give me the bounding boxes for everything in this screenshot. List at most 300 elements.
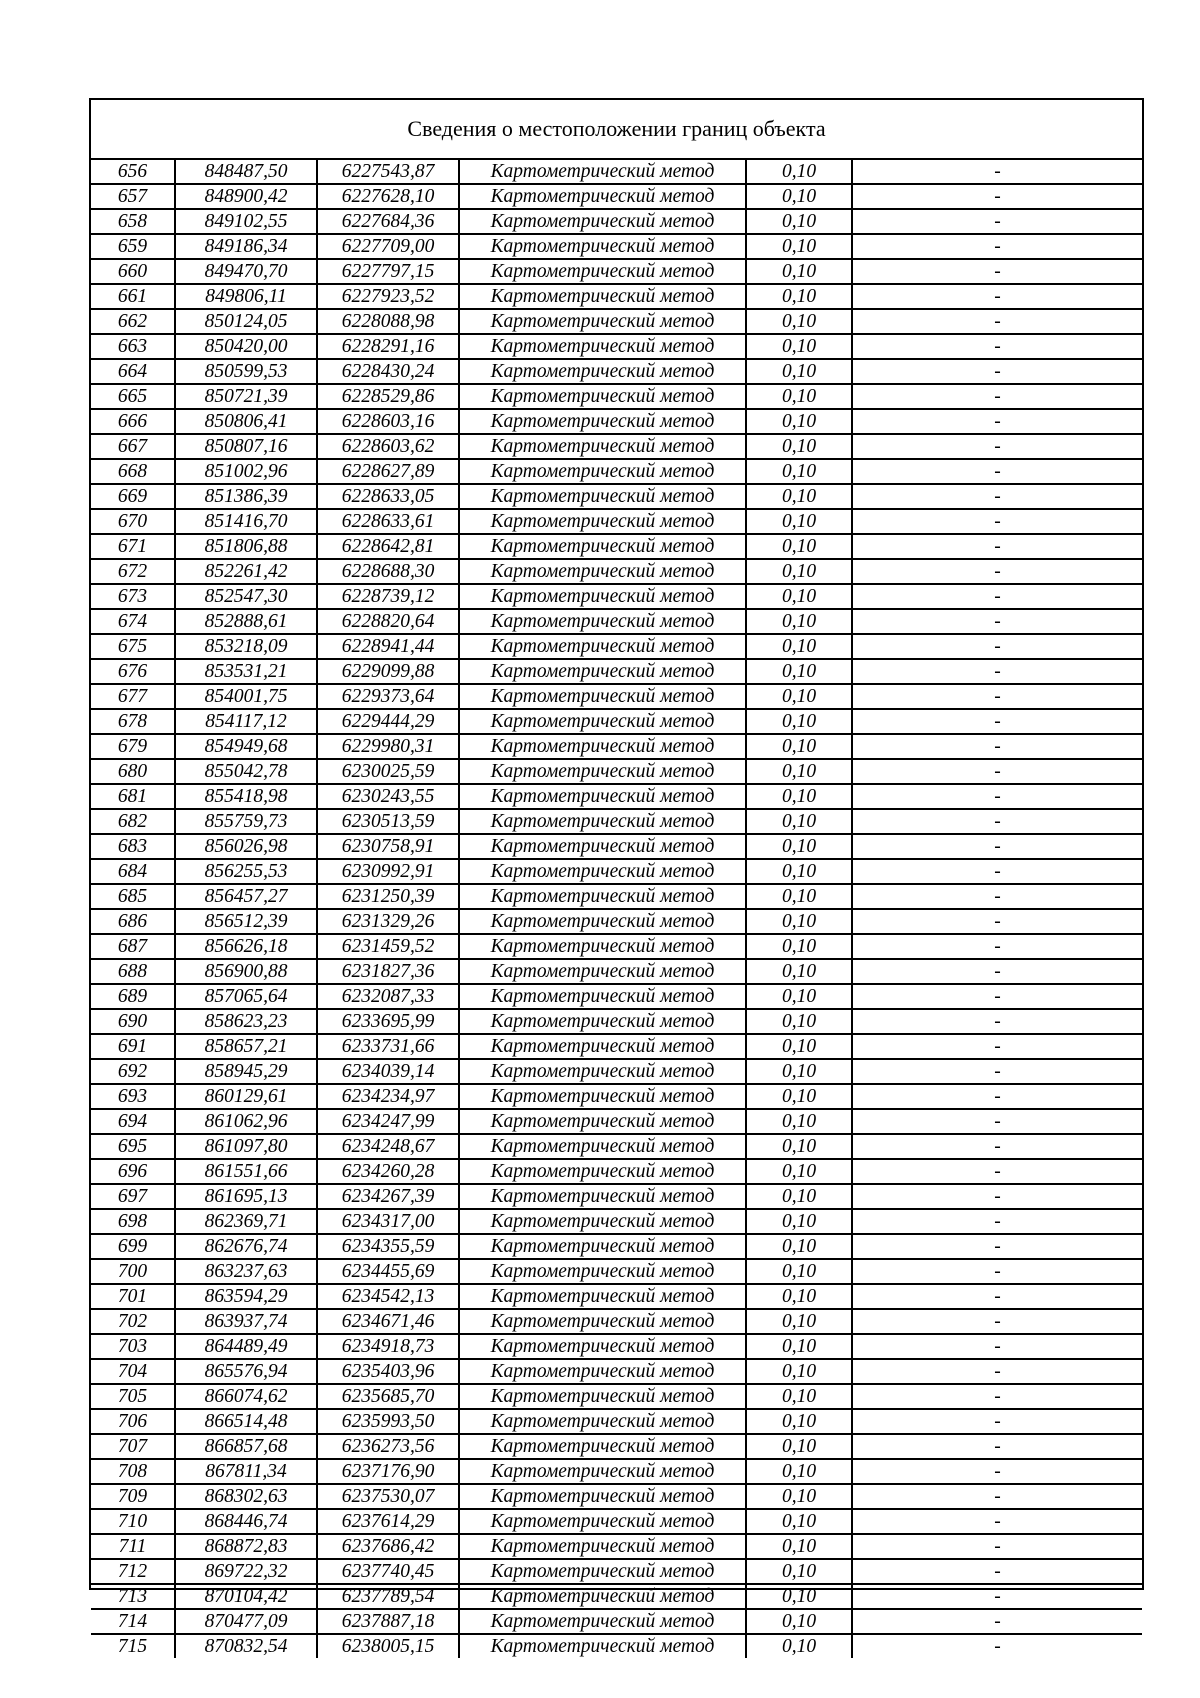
point-number-cell: 710 [91,1509,175,1534]
y-coordinate-cell: 6234671,46 [317,1309,459,1334]
point-number-cell: 660 [91,259,175,284]
accuracy-cell: 0,10 [746,459,852,484]
x-coordinate-cell: 858945,29 [175,1059,317,1084]
description-cell: - [852,1034,1142,1059]
document-frame [89,98,1144,1657]
method-cell: Картометрический метод [459,1634,746,1658]
point-number-cell: 695 [91,1134,175,1159]
accuracy-cell: 0,10 [746,1259,852,1284]
point-number-cell: 689 [91,984,175,1009]
x-coordinate-cell: 851806,88 [175,534,317,559]
point-number-cell: 692 [91,1059,175,1084]
description-cell: - [852,1259,1142,1284]
x-coordinate-cell: 855042,78 [175,759,317,784]
description-cell: - [852,884,1142,909]
table-row [91,434,1142,459]
table-row [91,584,1142,609]
method-cell: Картометрический метод [459,184,746,209]
method-cell: Картометрический метод [459,209,746,234]
table-row [91,1134,1142,1159]
table-row [91,934,1142,959]
description-cell: - [852,934,1142,959]
accuracy-cell: 0,10 [746,1084,852,1109]
x-coordinate-cell: 849186,34 [175,234,317,259]
method-cell: Картометрический метод [459,559,746,584]
y-coordinate-cell: 6234918,73 [317,1334,459,1359]
description-cell: - [852,859,1142,884]
point-number-cell: 690 [91,1009,175,1034]
x-coordinate-cell: 856900,88 [175,959,317,984]
table-row [91,209,1142,234]
x-coordinate-cell: 867811,34 [175,1459,317,1484]
method-cell: Картометрический метод [459,1434,746,1459]
table-row [91,284,1142,309]
point-number-cell: 672 [91,559,175,584]
method-cell: Картометрический метод [459,609,746,634]
y-coordinate-cell: 6228430,24 [317,359,459,384]
table-row [91,1184,1142,1209]
point-number-cell: 671 [91,534,175,559]
accuracy-cell: 0,10 [746,384,852,409]
accuracy-cell: 0,10 [746,359,852,384]
accuracy-cell: 0,10 [746,209,852,234]
y-coordinate-cell: 6237740,45 [317,1559,459,1584]
description-cell: - [852,1459,1142,1484]
accuracy-cell: 0,10 [746,284,852,309]
table-row [91,734,1142,759]
accuracy-cell: 0,10 [746,784,852,809]
table-row [91,359,1142,384]
x-coordinate-cell: 851002,96 [175,459,317,484]
y-coordinate-cell: 6228603,62 [317,434,459,459]
description-cell: - [852,434,1142,459]
table-row [91,759,1142,784]
accuracy-cell: 0,10 [746,1509,852,1534]
x-coordinate-cell: 860129,61 [175,1084,317,1109]
table-row [91,509,1142,534]
y-coordinate-cell: 6227628,10 [317,184,459,209]
y-coordinate-cell: 6231459,52 [317,934,459,959]
table-row [91,1559,1142,1584]
description-cell: - [852,684,1142,709]
y-coordinate-cell: 6231827,36 [317,959,459,984]
table-row [91,1209,1142,1234]
point-number-cell: 711 [91,1534,175,1559]
point-number-cell: 668 [91,459,175,484]
point-number-cell: 673 [91,584,175,609]
y-coordinate-cell: 6228688,30 [317,559,459,584]
x-coordinate-cell: 863937,74 [175,1309,317,1334]
table-body [91,160,1142,1658]
description-cell: - [852,1584,1142,1609]
y-coordinate-cell: 6229099,88 [317,659,459,684]
point-number-cell: 663 [91,334,175,359]
y-coordinate-cell: 6238005,15 [317,1634,459,1658]
x-coordinate-cell: 866857,68 [175,1434,317,1459]
method-cell: Картометрический метод [459,859,746,884]
description-cell: - [852,959,1142,984]
method-cell: Картометрический метод [459,1359,746,1384]
description-cell: - [852,1509,1142,1534]
description-cell: - [852,559,1142,584]
point-number-cell: 715 [91,1634,175,1658]
description-cell: - [852,484,1142,509]
method-cell: Картометрический метод [459,534,746,559]
x-coordinate-cell: 861062,96 [175,1109,317,1134]
x-coordinate-cell: 856255,53 [175,859,317,884]
point-number-cell: 664 [91,359,175,384]
accuracy-cell: 0,10 [746,1034,852,1059]
table-row [91,834,1142,859]
description-cell: - [852,234,1142,259]
x-coordinate-cell: 849806,11 [175,284,317,309]
method-cell: Картометрический метод [459,884,746,909]
method-cell: Картометрический метод [459,1284,746,1309]
x-coordinate-cell: 856457,27 [175,884,317,909]
x-coordinate-cell: 866514,48 [175,1409,317,1434]
y-coordinate-cell: 6234355,59 [317,1234,459,1259]
description-cell: - [852,284,1142,309]
method-cell: Картометрический метод [459,1384,746,1409]
y-coordinate-cell: 6235403,96 [317,1359,459,1384]
y-coordinate-cell: 6237686,42 [317,1534,459,1559]
accuracy-cell: 0,10 [746,184,852,209]
table-row [91,1159,1142,1184]
method-cell: Картометрический метод [459,834,746,859]
x-coordinate-cell: 855418,98 [175,784,317,809]
accuracy-cell: 0,10 [746,309,852,334]
method-cell: Картометрический метод [459,384,746,409]
x-coordinate-cell: 865576,94 [175,1359,317,1384]
y-coordinate-cell: 6228291,16 [317,334,459,359]
table-row [91,160,1142,184]
method-cell: Картометрический метод [459,709,746,734]
method-cell: Картометрический метод [459,1234,746,1259]
accuracy-cell: 0,10 [746,509,852,534]
x-coordinate-cell: 852888,61 [175,609,317,634]
description-cell: - [852,1609,1142,1634]
method-cell: Картометрический метод [459,409,746,434]
description-cell: - [852,659,1142,684]
description-cell: - [852,1184,1142,1209]
accuracy-cell: 0,10 [746,1384,852,1409]
x-coordinate-cell: 863594,29 [175,1284,317,1309]
y-coordinate-cell: 6228941,44 [317,634,459,659]
accuracy-cell: 0,10 [746,1184,852,1209]
method-cell: Картометрический метод [459,784,746,809]
accuracy-cell: 0,10 [746,1609,852,1634]
point-number-cell: 676 [91,659,175,684]
description-cell: - [852,1359,1142,1384]
table-row [91,959,1142,984]
point-number-cell: 669 [91,484,175,509]
accuracy-cell: 0,10 [746,434,852,459]
x-coordinate-cell: 853218,09 [175,634,317,659]
point-number-cell: 674 [91,609,175,634]
y-coordinate-cell: 6237176,90 [317,1459,459,1484]
table-row [91,1359,1142,1384]
accuracy-cell: 0,10 [746,1559,852,1584]
x-coordinate-cell: 849102,55 [175,209,317,234]
accuracy-cell: 0,10 [746,684,852,709]
description-cell: - [852,1159,1142,1184]
accuracy-cell: 0,10 [746,1484,852,1509]
point-number-cell: 685 [91,884,175,909]
table-row [91,859,1142,884]
accuracy-cell: 0,10 [746,1534,852,1559]
description-cell: - [852,359,1142,384]
accuracy-cell: 0,10 [746,160,852,184]
description-cell: - [852,1234,1142,1259]
x-coordinate-cell: 862369,71 [175,1209,317,1234]
method-cell: Картометрический метод [459,1309,746,1334]
y-coordinate-cell: 6235685,70 [317,1384,459,1409]
accuracy-cell: 0,10 [746,259,852,284]
x-coordinate-cell: 861097,80 [175,1134,317,1159]
accuracy-cell: 0,10 [746,759,852,784]
table-row [91,709,1142,734]
point-number-cell: 704 [91,1359,175,1384]
accuracy-cell: 0,10 [746,409,852,434]
method-cell: Картометрический метод [459,1609,746,1634]
point-number-cell: 694 [91,1109,175,1134]
point-number-cell: 693 [91,1084,175,1109]
y-coordinate-cell: 6237614,29 [317,1509,459,1534]
y-coordinate-cell: 6234317,00 [317,1209,459,1234]
method-cell: Картометрический метод [459,359,746,384]
description-cell: - [852,609,1142,634]
method-cell: Картометрический метод [459,1409,746,1434]
y-coordinate-cell: 6228633,61 [317,509,459,534]
y-coordinate-cell: 6234039,14 [317,1059,459,1084]
accuracy-cell: 0,10 [746,1309,852,1334]
point-number-cell: 659 [91,234,175,259]
y-coordinate-cell: 6236273,56 [317,1434,459,1459]
table-row [91,459,1142,484]
x-coordinate-cell: 861695,13 [175,1184,317,1209]
boundary-coordinates-table [91,160,1142,1658]
table-row [91,684,1142,709]
point-number-cell: 679 [91,734,175,759]
x-coordinate-cell: 864489,49 [175,1334,317,1359]
method-cell: Картометрический метод [459,1034,746,1059]
x-coordinate-cell: 858623,23 [175,1009,317,1034]
accuracy-cell: 0,10 [746,859,852,884]
table-row [91,534,1142,559]
description-cell: - [852,709,1142,734]
x-coordinate-cell: 869722,32 [175,1559,317,1584]
table-row [91,1059,1142,1084]
y-coordinate-cell: 6228603,16 [317,409,459,434]
x-coordinate-cell: 850806,41 [175,409,317,434]
point-number-cell: 658 [91,209,175,234]
accuracy-cell: 0,10 [746,884,852,909]
y-coordinate-cell: 6227709,00 [317,234,459,259]
table-row [91,1234,1142,1259]
accuracy-cell: 0,10 [746,234,852,259]
method-cell: Картометрический метод [459,1534,746,1559]
description-cell: - [852,1209,1142,1234]
accuracy-cell: 0,10 [746,1334,852,1359]
method-cell: Картометрический метод [459,1459,746,1484]
point-number-cell: 687 [91,934,175,959]
description-cell: - [852,209,1142,234]
method-cell: Картометрический метод [459,509,746,534]
description-cell: - [852,1084,1142,1109]
description-cell: - [852,834,1142,859]
point-number-cell: 656 [91,160,175,184]
point-number-cell: 701 [91,1284,175,1309]
method-cell: Картометрический метод [459,1059,746,1084]
method-cell: Картометрический метод [459,160,746,184]
point-number-cell: 700 [91,1259,175,1284]
method-cell: Картометрический метод [459,259,746,284]
method-cell: Картометрический метод [459,459,746,484]
point-number-cell: 712 [91,1559,175,1584]
y-coordinate-cell: 6234260,28 [317,1159,459,1184]
point-number-cell: 678 [91,709,175,734]
description-cell: - [852,584,1142,609]
document-title: Сведения о местоположении границ объекта [91,100,1142,160]
method-cell: Картометрический метод [459,809,746,834]
table-row [91,1284,1142,1309]
description-cell: - [852,809,1142,834]
method-cell: Картометрический метод [459,284,746,309]
y-coordinate-cell: 6230758,91 [317,834,459,859]
y-coordinate-cell: 6234542,13 [317,1284,459,1309]
method-cell: Картометрический метод [459,659,746,684]
y-coordinate-cell: 6237789,54 [317,1584,459,1609]
accuracy-cell: 0,10 [746,734,852,759]
x-coordinate-cell: 868446,74 [175,1509,317,1534]
table-row [91,609,1142,634]
method-cell: Картометрический метод [459,759,746,784]
method-cell: Картометрический метод [459,484,746,509]
y-coordinate-cell: 6227543,87 [317,160,459,184]
table-row [91,1609,1142,1634]
y-coordinate-cell: 6231250,39 [317,884,459,909]
x-coordinate-cell: 857065,64 [175,984,317,1009]
point-number-cell: 697 [91,1184,175,1209]
description-cell: - [852,384,1142,409]
method-cell: Картометрический метод [459,1109,746,1134]
method-cell: Картометрический метод [459,1009,746,1034]
accuracy-cell: 0,10 [746,609,852,634]
description-cell: - [852,1309,1142,1334]
accuracy-cell: 0,10 [746,934,852,959]
table-row [91,1334,1142,1359]
method-cell: Картометрический метод [459,1184,746,1209]
method-cell: Картометрический метод [459,234,746,259]
accuracy-cell: 0,10 [746,1284,852,1309]
y-coordinate-cell: 6228088,98 [317,309,459,334]
y-coordinate-cell: 6234267,39 [317,1184,459,1209]
description-cell: - [852,1384,1142,1409]
description-cell: - [852,184,1142,209]
method-cell: Картометрический метод [459,1584,746,1609]
point-number-cell: 708 [91,1459,175,1484]
description-cell: - [852,1134,1142,1159]
description-cell: - [852,534,1142,559]
y-coordinate-cell: 6233695,99 [317,1009,459,1034]
method-cell: Картометрический метод [459,1334,746,1359]
table-row [91,1409,1142,1434]
y-coordinate-cell: 6228642,81 [317,534,459,559]
table-row [91,634,1142,659]
x-coordinate-cell: 866074,62 [175,1384,317,1409]
method-cell: Картометрический метод [459,959,746,984]
method-cell: Картометрический метод [459,934,746,959]
y-coordinate-cell: 6229444,29 [317,709,459,734]
point-number-cell: 707 [91,1434,175,1459]
table-row [91,1534,1142,1559]
accuracy-cell: 0,10 [746,959,852,984]
accuracy-cell: 0,10 [746,534,852,559]
method-cell: Картометрический метод [459,909,746,934]
accuracy-cell: 0,10 [746,1109,852,1134]
point-number-cell: 661 [91,284,175,309]
x-coordinate-cell: 850721,39 [175,384,317,409]
x-coordinate-cell: 856026,98 [175,834,317,859]
description-cell: - [852,1059,1142,1084]
x-coordinate-cell: 854001,75 [175,684,317,709]
table-row [91,1259,1142,1284]
table-row [91,1309,1142,1334]
description-cell: - [852,459,1142,484]
point-number-cell: 698 [91,1209,175,1234]
point-number-cell: 670 [91,509,175,534]
description-cell: - [852,259,1142,284]
description-cell: - [852,909,1142,934]
x-coordinate-cell: 850807,16 [175,434,317,459]
x-coordinate-cell: 850420,00 [175,334,317,359]
accuracy-cell: 0,10 [746,659,852,684]
y-coordinate-cell: 6227923,52 [317,284,459,309]
point-number-cell: 662 [91,309,175,334]
table-row [91,1484,1142,1509]
x-coordinate-cell: 852261,42 [175,559,317,584]
method-cell: Картометрический метод [459,1209,746,1234]
x-coordinate-cell: 850599,53 [175,359,317,384]
accuracy-cell: 0,10 [746,834,852,859]
table-row [91,1584,1142,1609]
description-cell: - [852,160,1142,184]
y-coordinate-cell: 6230243,55 [317,784,459,809]
accuracy-cell: 0,10 [746,1459,852,1484]
y-coordinate-cell: 6230992,91 [317,859,459,884]
method-cell: Картометрический метод [459,1159,746,1184]
description-cell: - [852,759,1142,784]
point-number-cell: 699 [91,1234,175,1259]
point-number-cell: 714 [91,1609,175,1634]
point-number-cell: 702 [91,1309,175,1334]
x-coordinate-cell: 849470,70 [175,259,317,284]
description-cell: - [852,334,1142,359]
x-coordinate-cell: 863237,63 [175,1259,317,1284]
x-coordinate-cell: 856512,39 [175,909,317,934]
method-cell: Картометрический метод [459,734,746,759]
method-cell: Картометрический метод [459,684,746,709]
x-coordinate-cell: 870104,42 [175,1584,317,1609]
x-coordinate-cell: 848487,50 [175,160,317,184]
description-cell: - [852,409,1142,434]
table-row [91,1084,1142,1109]
table-row [91,884,1142,909]
x-coordinate-cell: 862676,74 [175,1234,317,1259]
description-cell: - [852,509,1142,534]
point-number-cell: 677 [91,684,175,709]
point-number-cell: 683 [91,834,175,859]
